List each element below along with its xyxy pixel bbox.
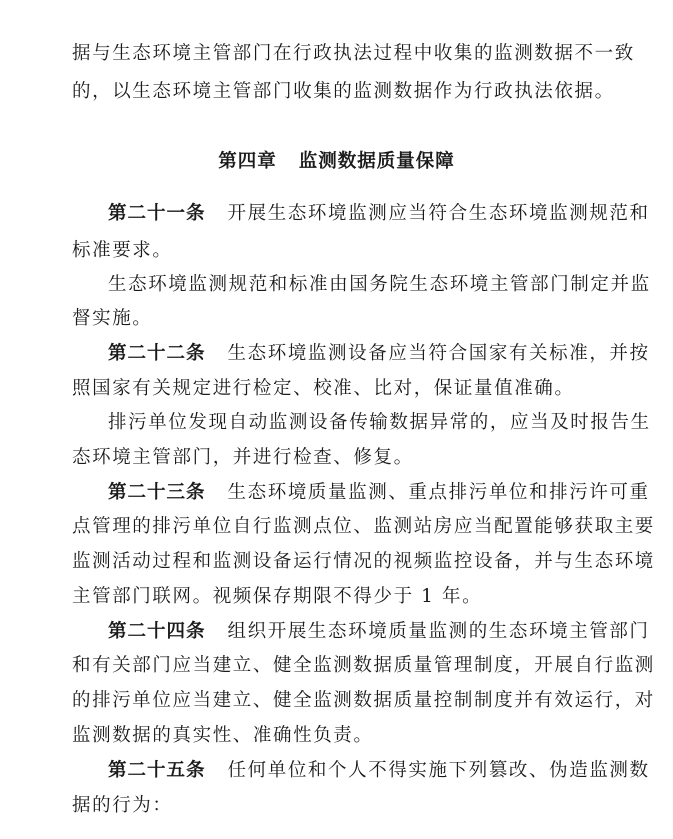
article-21-line-2: 标准要求。 bbox=[72, 240, 173, 261]
article-25-line-1 bbox=[108, 760, 650, 782]
article-title: 第二十一条 bbox=[108, 203, 206, 224]
continuation-line-1: 据与生态环境主管部门在行政执法过程中收集的监测数据不一致 bbox=[72, 43, 635, 64]
article-24-line-3: 的排污单位应当建立、健全监测数据质量控制制度并有效运行，对 bbox=[72, 690, 655, 711]
chapter-title: 监测数据质量保障 bbox=[298, 151, 455, 172]
article-22-para2-line-1: 排污单位发现自动监测设备传输数据异常的，应当及时报告生 bbox=[108, 412, 651, 433]
article-text: 生态环境监测设备应当符合国家有关标准，并按 bbox=[227, 343, 650, 364]
article-title: 第二十五条 bbox=[108, 760, 206, 781]
article-24-line-1 bbox=[108, 621, 650, 643]
article-22-line-1 bbox=[108, 343, 650, 365]
article-21-para2-line-2: 督实施。 bbox=[72, 308, 153, 329]
article-23-line-4: 主管部门联网。视频保存期限不得少于 1 年。 bbox=[72, 586, 483, 607]
article-text: 组织开展生态环境质量监测的生态环境主管部门 bbox=[227, 621, 650, 642]
article-24-line-2: 和有关部门应当建立、健全监测数据质量管理制度，开展自行监测 bbox=[72, 655, 655, 676]
article-title: 第二十三条 bbox=[108, 482, 206, 503]
article-23-line-2: 点管理的排污单位自行监测点位、监测站房应当配置能够获取主要 bbox=[72, 516, 655, 537]
chapter-heading bbox=[0, 151, 673, 173]
article-22-para2-line-2: 态环境主管部门，并进行检查、修复。 bbox=[72, 447, 414, 468]
chapter-number: 第四章 bbox=[218, 151, 277, 172]
continuation-line-2: 的，以生态环境主管部门收集的监测数据作为行政执法依据。 bbox=[72, 81, 615, 102]
article-23-line-1 bbox=[108, 482, 650, 504]
article-title: 第二十四条 bbox=[108, 621, 206, 642]
article-title: 第二十二条 bbox=[108, 343, 206, 364]
article-text: 开展生态环境监测应当符合生态环境监测规范和 bbox=[227, 203, 650, 224]
article-text: 任何单位和个人不得实施下列篡改、伪造监测数 bbox=[227, 760, 650, 781]
article-22-line-2: 照国家有关规定进行检定、校准、比对，保证量值准确。 bbox=[72, 378, 575, 399]
article-25-line-2: 据的行为： bbox=[72, 795, 173, 816]
article-21-line-1 bbox=[108, 203, 650, 225]
article-21-para2-line-1: 生态环境监测规范和标准由国务院生态环境主管部门制定并监 bbox=[108, 274, 651, 295]
article-text: 生态环境质量监测、重点排污单位和排污许可重 bbox=[227, 482, 650, 503]
article-23-line-3: 监测活动过程和监测设备运行情况的视频监控设备，并与生态环境 bbox=[72, 551, 655, 572]
article-24-line-4: 监测数据的真实性、准确性负责。 bbox=[72, 725, 374, 746]
